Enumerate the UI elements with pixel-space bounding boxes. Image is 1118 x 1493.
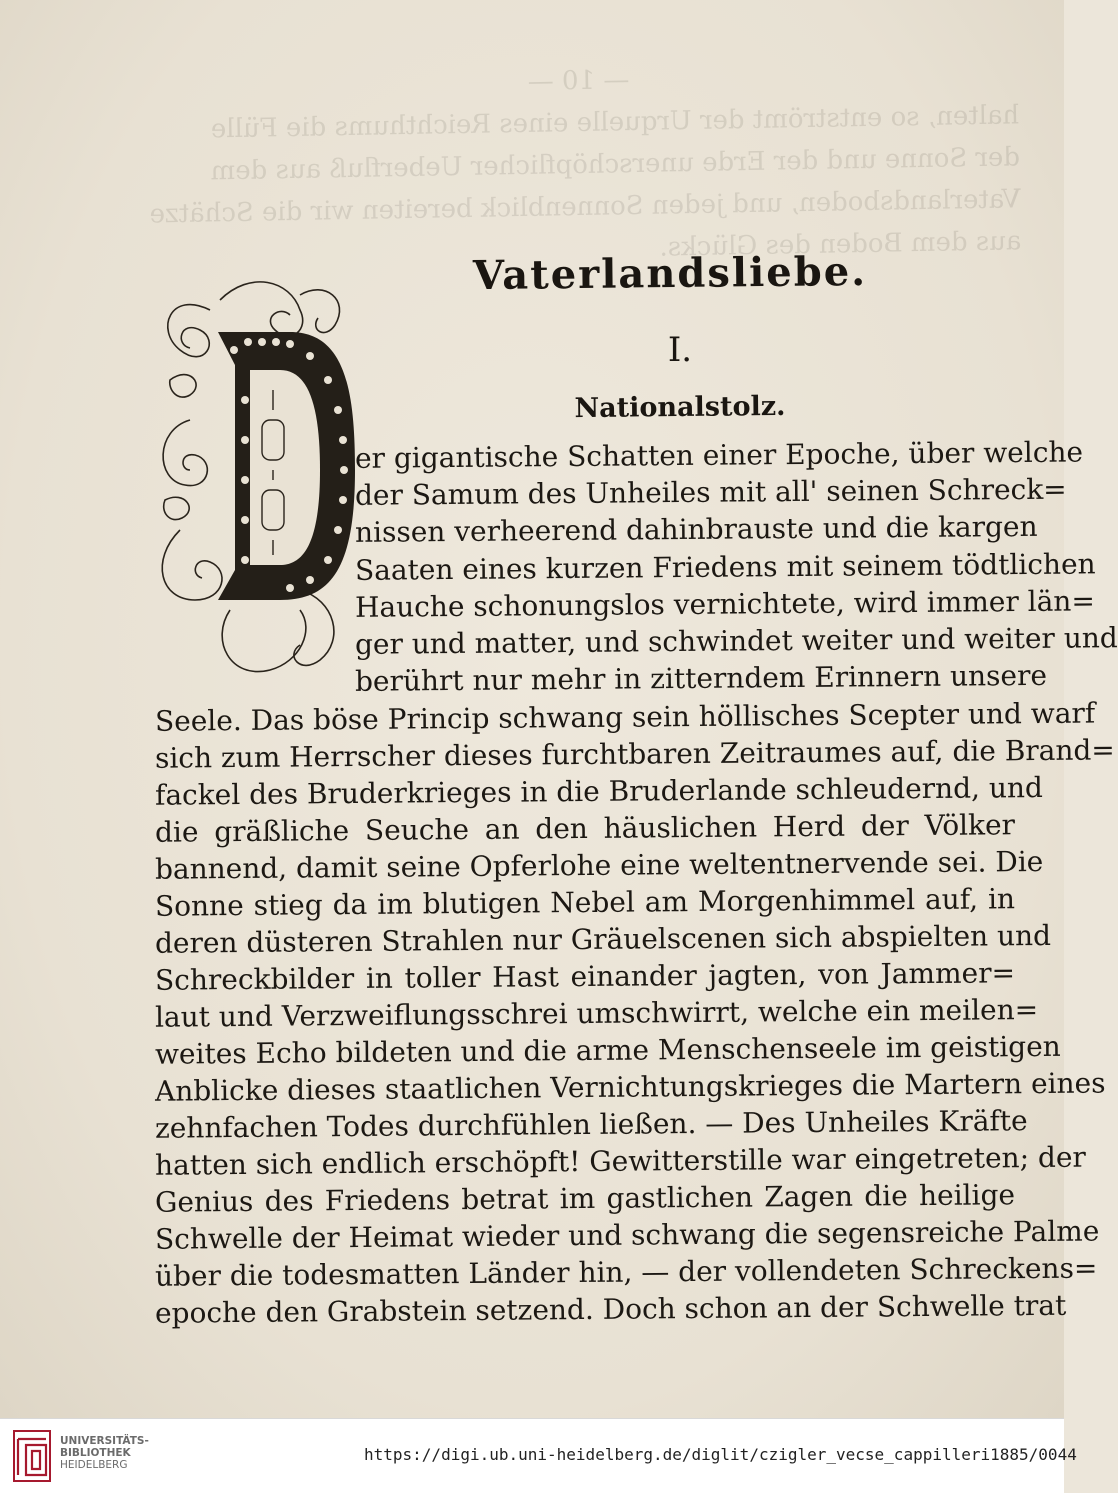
ornamental-initial bbox=[150, 270, 350, 700]
library-name-line: UNIVERSITÄTS- bbox=[60, 1435, 149, 1447]
text-line: fackel des Bruderkrieges in die Bruderlande schleudernd, und bbox=[154, 771, 1043, 812]
library-name-line: HEIDELBERG bbox=[60, 1459, 128, 1471]
text-line: Anblicke dieses staatlichen Vernichtungskrieges die Martern eines bbox=[154, 1066, 1106, 1108]
text-line: Saaten eines kurzen Friedens mit seinem tödtlichen bbox=[354, 547, 1096, 587]
flourish-mid-left bbox=[163, 420, 207, 486]
flourish-bottom bbox=[222, 610, 306, 672]
text-line: Sonne stieg da im blutigen Nebel am Morgenhimmel auf, in bbox=[154, 882, 1016, 923]
text-line: laut und Verzweiflungsschrei umschwirrt, welche ein meilen= bbox=[154, 993, 1039, 1034]
flourish-top-right bbox=[300, 290, 340, 333]
text-line: ger und matter, und schwindet weiter und weiter und bbox=[354, 621, 1118, 661]
text-line: die gräßliche Seuche an den häuslichen Herd der Völker bbox=[154, 808, 1016, 849]
bleed-line: — 10 — bbox=[527, 65, 630, 97]
bleed-line: aus dem Boden des Glücks. bbox=[659, 226, 1022, 263]
text-line: Schreckbilder in toller Hast einander jagten, von Jammer= bbox=[154, 956, 1016, 997]
flourish-lower-left bbox=[162, 530, 222, 600]
text-line: sich zum Herrscher dieses furchtbaren Zeitraumes auf, die Brand= bbox=[154, 733, 1115, 775]
show-through-text bbox=[138, 52, 1022, 277]
flourish-top bbox=[220, 282, 303, 336]
text-line: hatten sich endlich erschöpft! Gewitterstille war eingetreten; der bbox=[154, 1140, 1086, 1182]
section-number: I. bbox=[667, 330, 693, 370]
chapter-title: Vaterlandsliebe. bbox=[472, 247, 868, 300]
flourish-left bbox=[168, 305, 210, 357]
bleed-line: der Sonne und der Erde unerschöpflicher Ueberfluß aus dem bbox=[210, 142, 1021, 187]
bleed-line: halten, so entströmt der Urquelle eines Reichthums die Fülle bbox=[210, 100, 1020, 145]
library-logo-icon bbox=[12, 1429, 52, 1483]
drop-cap-counter bbox=[250, 370, 320, 565]
bleed-line: Vaterlandsboden, und jeden Sonnenblick bereiten wir die Schätze bbox=[149, 184, 1021, 230]
text-line: bannend, damit seine Opferlohe eine weltentnervende sei. Die bbox=[154, 845, 1044, 886]
text-line: Genius des Friedens betrat im gastlichen Zagen die heilige bbox=[154, 1178, 1016, 1219]
flourish-leaf bbox=[164, 497, 189, 519]
library-name-line: BIBLIOTHEK bbox=[60, 1447, 131, 1459]
text-line: epoche den Grabstein setzend. Doch schon an der Schwelle trat bbox=[154, 1288, 1067, 1330]
flourish-bottom-right bbox=[294, 590, 334, 665]
text-line: er gigantische Schatten einer Epoche, über welche bbox=[354, 435, 1084, 475]
text-line: deren düsteren Strahlen nur Gräuelscenen sich abspielten und bbox=[154, 918, 1052, 960]
text-line: Schwelle der Heimat wieder und schwang die segensreiche Palme bbox=[154, 1214, 1100, 1256]
text-line: Hauche schonungslos vernichtete, wird immer län= bbox=[354, 584, 1095, 624]
permalink-url[interactable]: https://digi.ub.uni-heidelberg.de/diglit/czigler_vecse_cappilleri1885/0044 bbox=[364, 1445, 1077, 1464]
viewer-footer bbox=[0, 1418, 1077, 1493]
text-line: nissen verheerend dahinbrauste und die kargen bbox=[354, 509, 1038, 549]
text-line: weites Echo bildeten und die arme Menschenseele im geistigen bbox=[154, 1029, 1061, 1071]
section-subtitle: Nationalstolz. bbox=[574, 390, 786, 425]
flourish-leaf bbox=[170, 375, 196, 397]
text-line: berührt nur mehr in zitterndem Erinnern unsere bbox=[354, 658, 1048, 698]
text-line: Seele. Das böse Princip schwang sein höllisches Scepter und warf bbox=[154, 696, 1096, 738]
text-line: über die todesmatten Länder hin, — der vollendeten Schreckens= bbox=[154, 1251, 1098, 1293]
text-line: zehnfachen Todes durchfühlen ließen. — Des Unheiles Kräfte bbox=[154, 1104, 1028, 1145]
library-name bbox=[60, 1435, 149, 1471]
text-line: der Samum des Unheiles mit all' seinen Schreck= bbox=[354, 472, 1067, 512]
